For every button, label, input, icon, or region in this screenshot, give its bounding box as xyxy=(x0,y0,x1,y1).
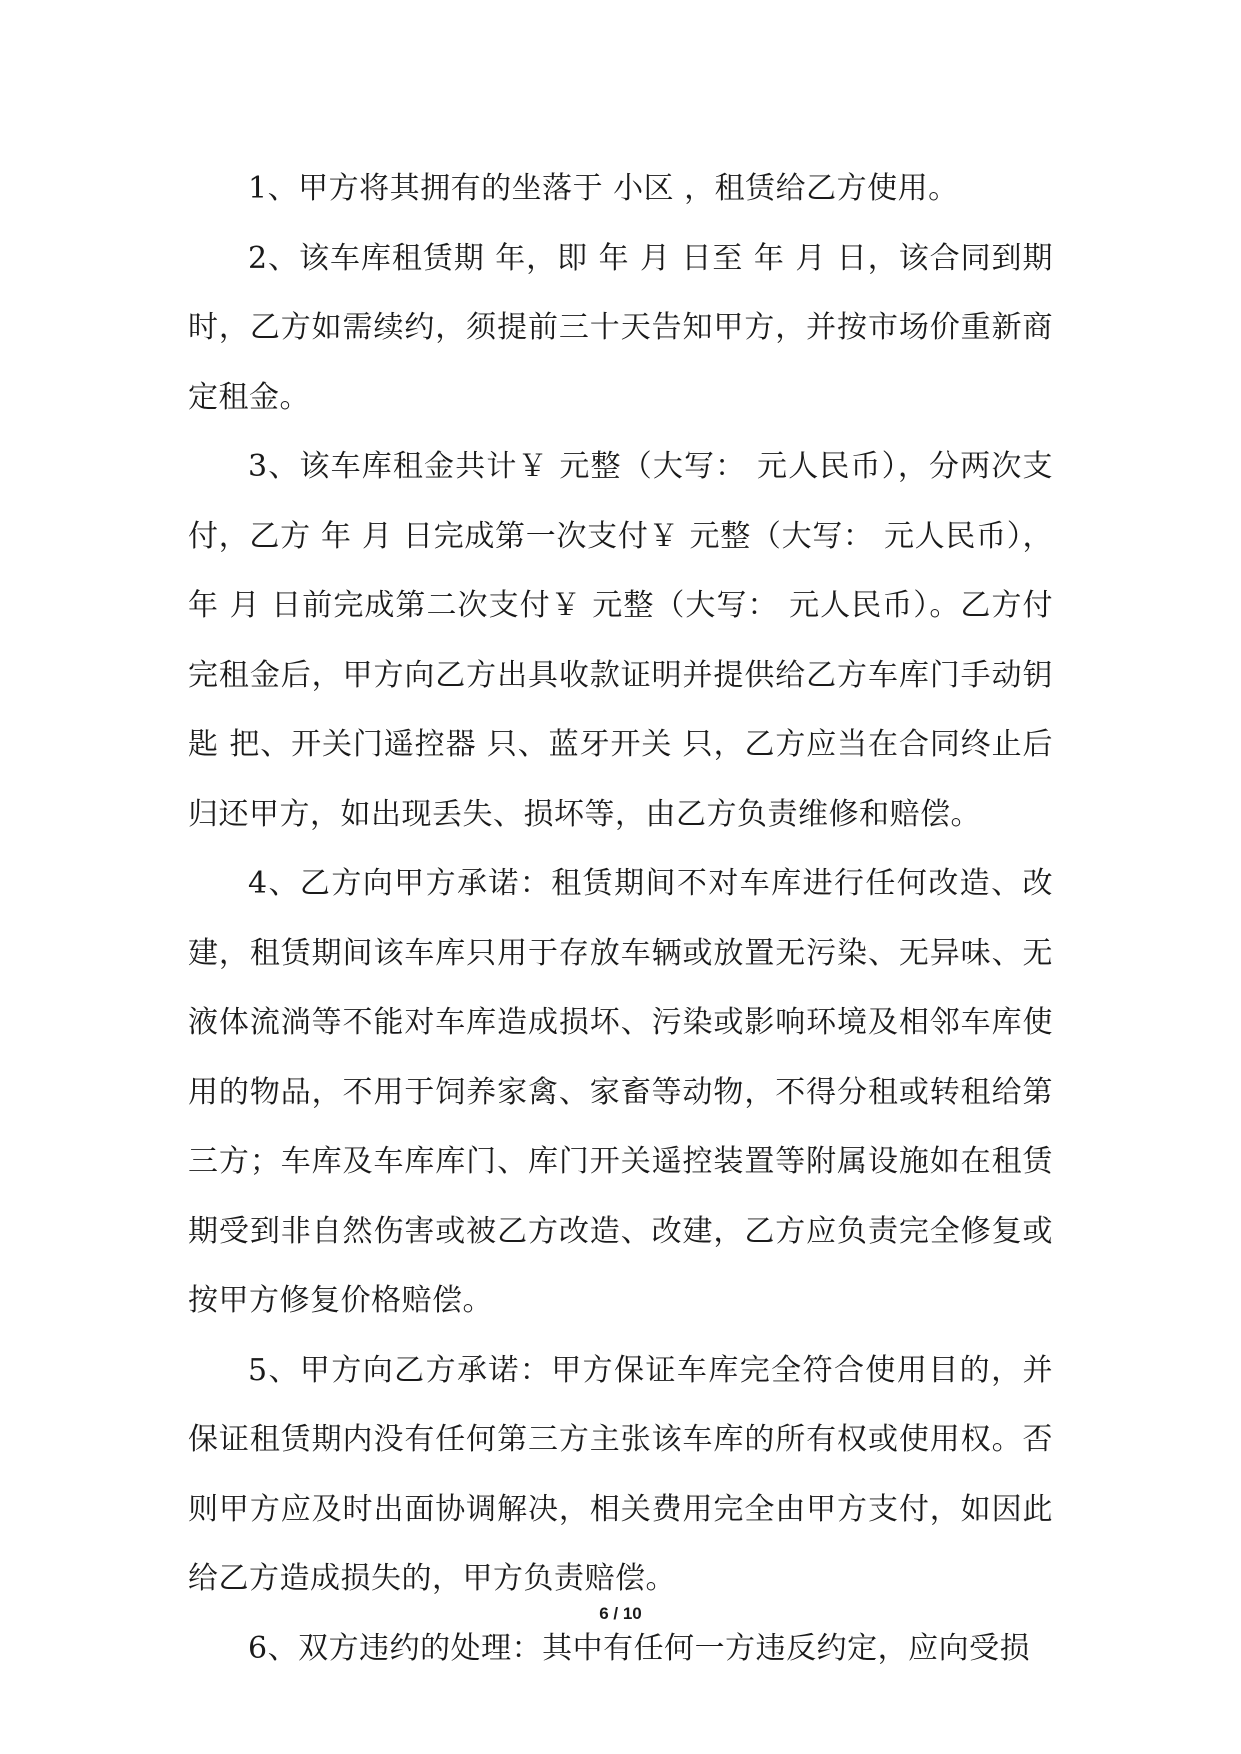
clause-4-paragraph: 4、乙方向甲方承诺：租赁期间不对车库进行任何改造、改建，租赁期间该车库只用于存放车辆或放置无污染、无异味、无液体流淌等不能对车库造成损坏、污染或影响环境及相邻车库使用的物品，不用于饲养家禽、家畜等动物，不得分租或转租给第三方；车库及车库库门、库门开关遥控装置等附属设施如在租赁期受到非自然伤害或被乙方改造、改建，乙方应负责完全修复或按甲方修复价格赔偿。 xyxy=(188,866,1053,1318)
clause-2-paragraph: 2、该车库租赁期 年，即 年 月 日至 年 月 日，该合同到期时，乙方如需续约，须提前三十天告知甲方，并按市场价重新商定租金。 xyxy=(188,240,1053,415)
page-number: 6 / 10 xyxy=(599,1604,642,1623)
clause-1-paragraph: 1、甲方将其拥有的坐落于 小区 ，租赁给乙方使用。 xyxy=(248,171,959,206)
clause-5-paragraph: 5、甲方向乙方承诺：甲方保证车库完全符合使用目的，并保证租赁期内没有任何第三方主张该车库的所有权或使用权。否则甲方应及时出面协调解决，相关费用完全由甲方支付，如因此给乙方造成损失的，甲方负责赔偿。 xyxy=(188,1352,1053,1596)
clause-3-paragraph: 3、该车库租金共计￥ 元整（大写： 元人民币），分两次支付，乙方 年 月 日完成第一次支付￥ 元整（大写： 元人民币）， 年 月 日前完成第二次支付￥ 元整（大写： 元人民币）。乙方付完租金后，甲方向乙方出具收款证明并提供给乙方车库门手动钥匙 把、开关门遥控器 只、蓝牙开关 只，乙方应当在合同终止后归还甲方，如出现丢失、损坏等，由乙方负责维修和赔偿。 xyxy=(188,449,1053,832)
document-body xyxy=(188,154,1053,1683)
clause-6-paragraph: 6、双方违约的处理：其中有任何一方违反约定，应向受损 xyxy=(248,1630,1031,1666)
